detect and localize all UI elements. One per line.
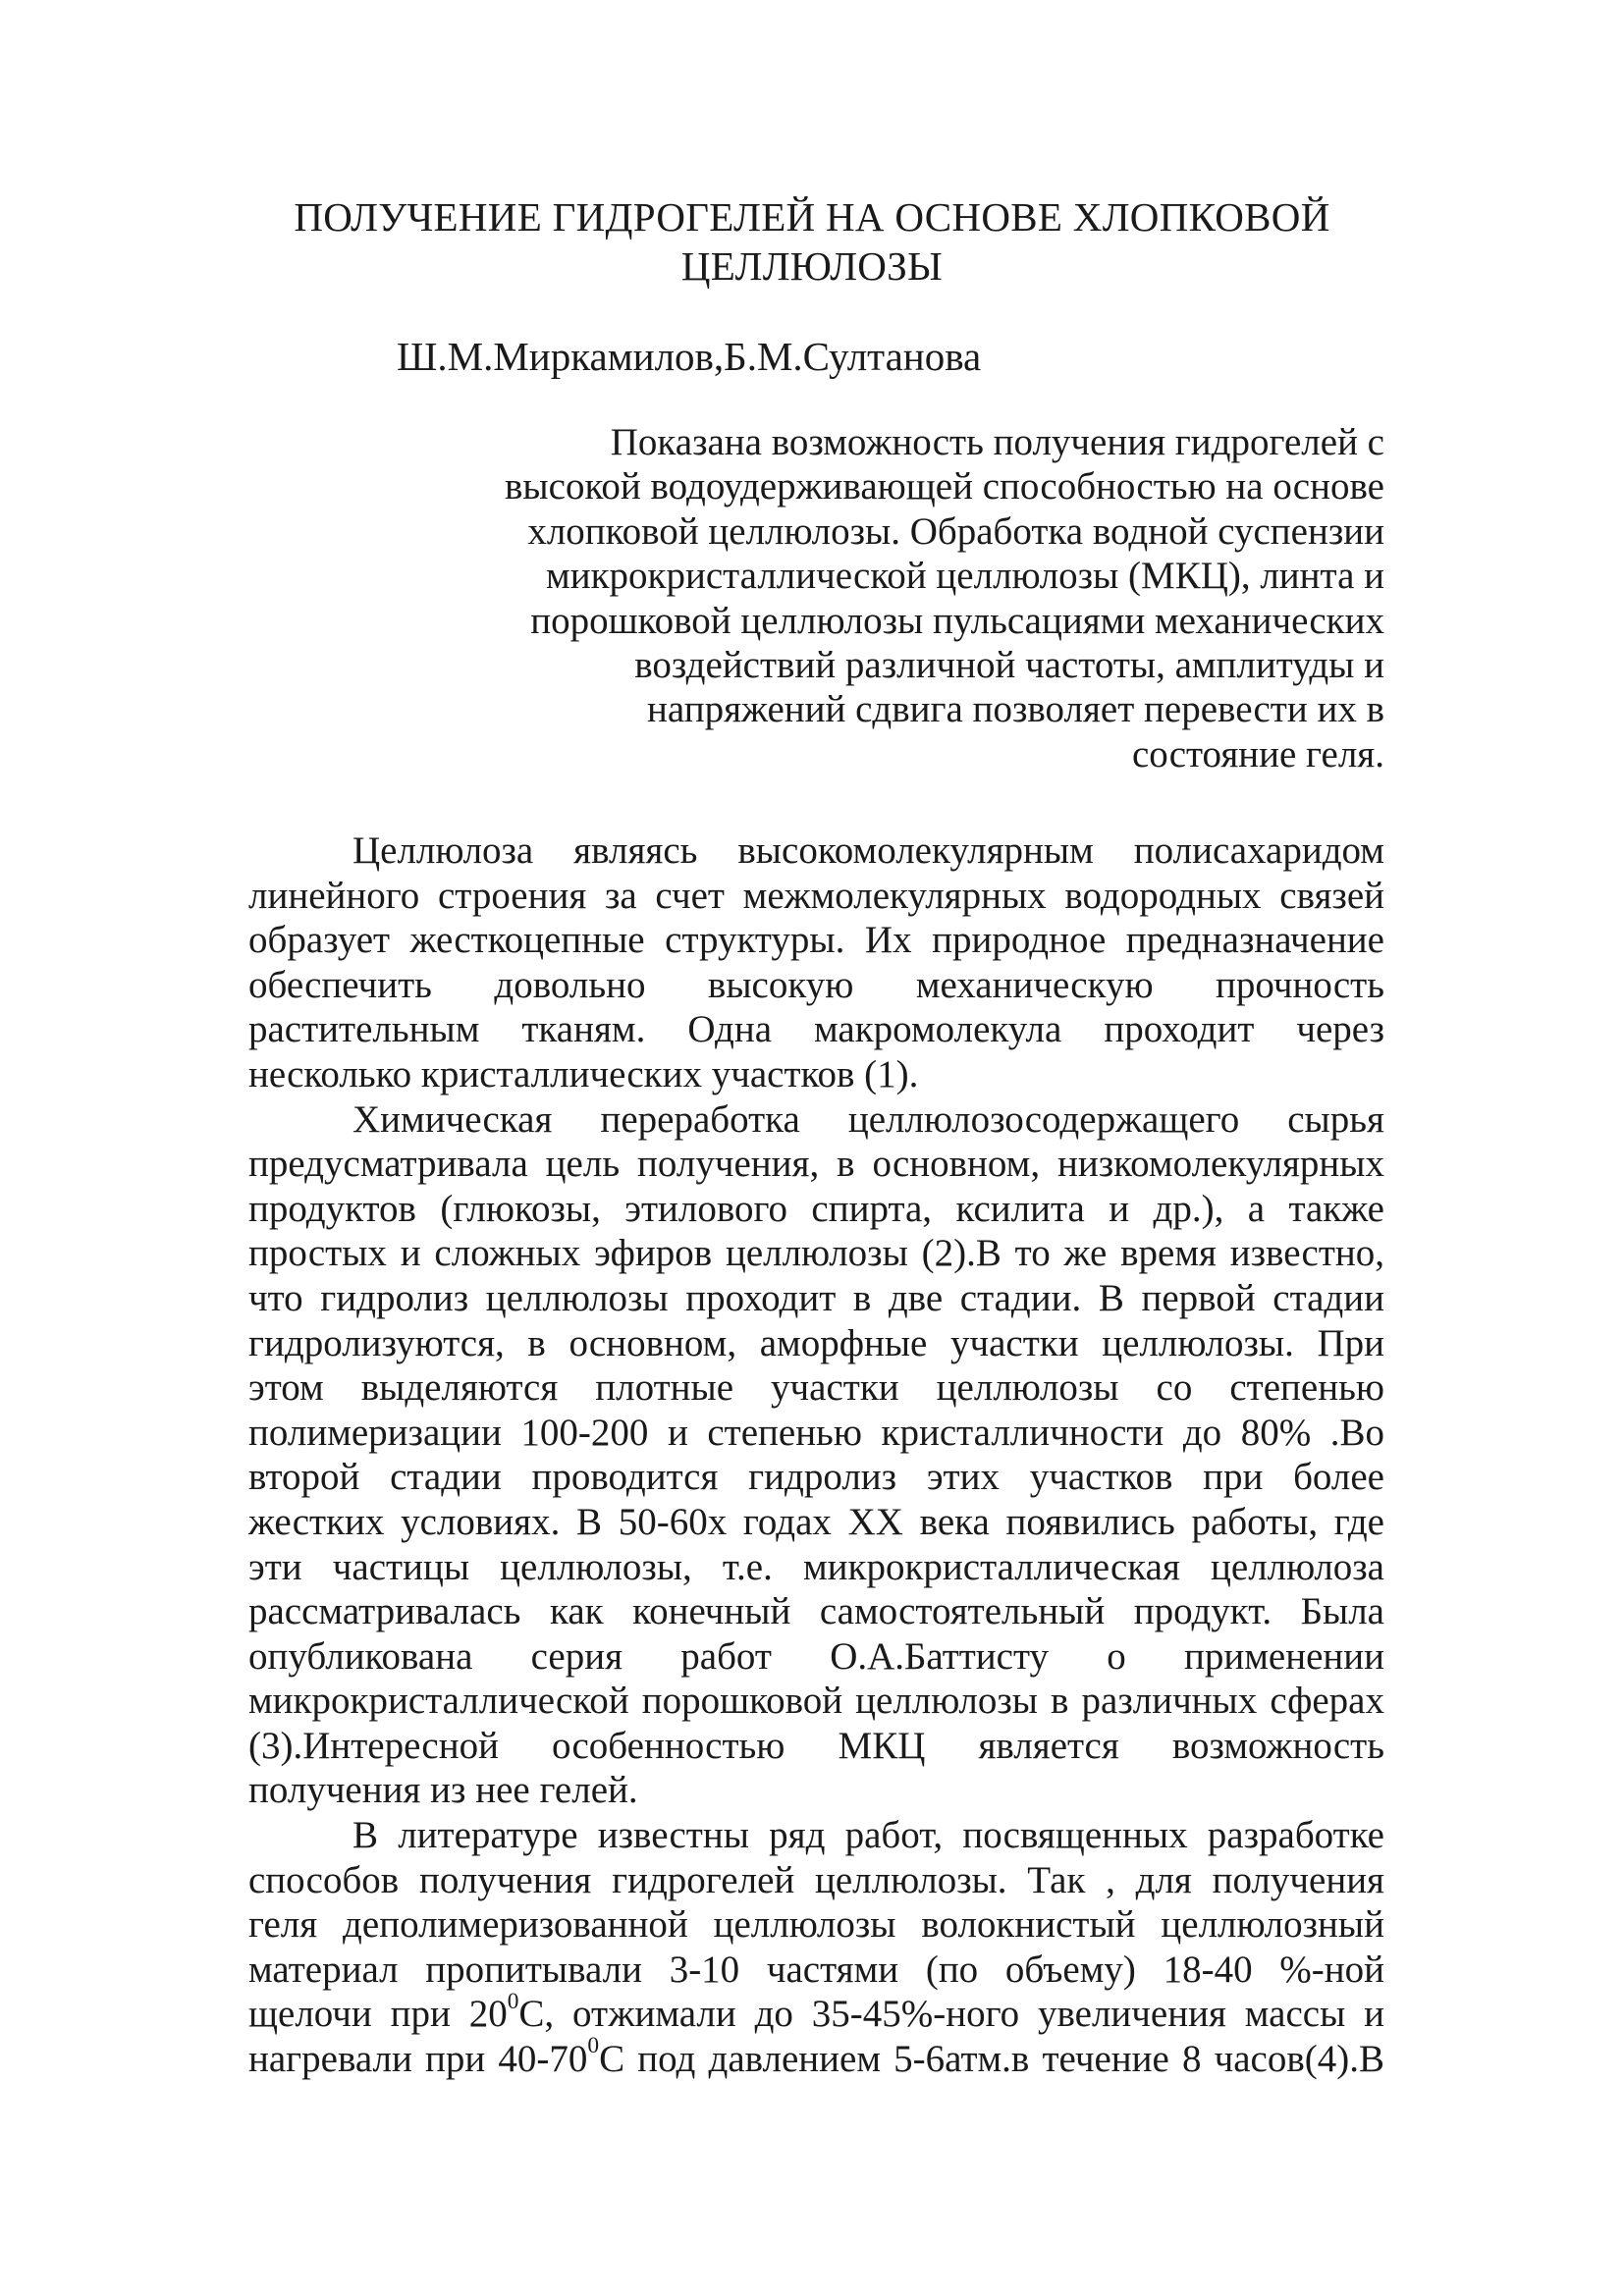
body-line: В литературе известны ряд работ, посвященных разработке [352, 1814, 1384, 1857]
body-line: получения из нее гелей. [248, 1769, 638, 1812]
body-line: (3).Интересной особенностью МКЦ является возможность [248, 1724, 1384, 1767]
abstract-line: напряжений сдвига позволяет перевести их в [647, 688, 1384, 731]
body-line [248, 1988, 1384, 2037]
abstract [471, 420, 1384, 776]
body-line: предусматривала цель получения, в основном, низкомолекулярных [248, 1143, 1384, 1186]
abstract-line: порошковой целлюлозы пульсациями механических [530, 599, 1384, 642]
paper-title [247, 192, 1377, 291]
superscript: 0 [507, 1988, 519, 2014]
body-line: рассматривалась как конечный самостоятельный продукт. Была [248, 1590, 1384, 1633]
body-text [248, 828, 1384, 2082]
body-line: Целлюлоза являясь высокомолекулярным полисахаридом [352, 829, 1384, 872]
body-line [248, 2033, 1384, 2082]
body-line: жестких условиях. В 50-60х годах XX века появились работы, где [248, 1500, 1384, 1543]
body-line: несколько кристаллических участков (1). [248, 1052, 919, 1095]
body-line: растительным тканям. Одна макромолекула проходит через [248, 1008, 1384, 1051]
body-line: полимеризации 100-200 и степенью кристалличности до 80% .Во [248, 1411, 1384, 1454]
abstract-line: высокой водоудерживающей способностью на основе [505, 465, 1384, 508]
paragraph-3 [248, 1813, 1384, 2082]
authors: Ш.М.Миркамилов,Б.М.Султанова [397, 334, 982, 379]
body-line: опубликована серия работ О.А.Баттисту о применении [248, 1634, 1384, 1678]
line-text: щелочи при 20 [248, 1993, 508, 2036]
body-line: второй стадии проводится гидролиз этих участков при более [248, 1456, 1384, 1499]
abstract-line: микрокристаллической целлюлозы (МКЦ), линта и [546, 555, 1384, 598]
body-line: Химическая переработка целлюлозосодержащего сырья [352, 1097, 1384, 1141]
superscript: 0 [587, 2033, 600, 2059]
line-text: С под давлением 5-6атм.в течение 8 часов(4).В [599, 2038, 1384, 2081]
line-text: С, отжимали до 35-45%-ного увеличения массы и [518, 1993, 1384, 2036]
body-line: гидролизуются, в основном, аморфные участки целлюлозы. При [248, 1321, 1384, 1364]
body-line: способов получения гидрогелей целлюлозы. Так , для получения [248, 1858, 1384, 1901]
paragraph-1 [248, 828, 1384, 1097]
body-line: образует жесткоцепные структуры. Их природное предназначение [248, 919, 1384, 962]
abstract-line: Показана возможность получения гидрогелей с [610, 421, 1384, 463]
body-line: линейного строения за счет межмолекулярных водородных связей [248, 874, 1384, 917]
body-line: микрокристаллической порошковой целлюлозы в различных сферах [248, 1680, 1384, 1723]
body-line: обеспечить довольно высокую механическую прочность [248, 963, 1384, 1006]
body-line: материал пропитывали 3-10 частями (по объему) 18-40 %-ной [248, 1948, 1384, 1991]
body-line: геля деполимеризованной целлюлозы волокнистый целлюлозный [248, 1903, 1384, 1947]
title-line-2: ЦЕЛЛЮЛОЗЫ [680, 243, 944, 289]
abstract-line: состояние геля. [1131, 732, 1384, 775]
abstract-line: хлопковой целлюлозы. Обработка водной суспензии [527, 509, 1384, 553]
line-text: нагревали при 40-70 [248, 2038, 588, 2081]
abstract-line: воздействий различной частоты, амплитуды и [634, 644, 1384, 687]
title-line-1: ПОЛУЧЕНИЕ ГИДРОГЕЛЕЙ НА ОСНОВЕ ХЛОПКОВОЙ [294, 194, 1330, 240]
body-line: что гидролиз целлюлозы проходит в две стадии. В первой стадии [248, 1276, 1384, 1319]
body-line: продуктов (глюкозы, этилового спирта, ксилита и др.), а также [248, 1187, 1384, 1230]
body-line: этом выделяются плотные участки целлюлозы со степенью [248, 1366, 1384, 1410]
body-line: простых и сложных эфиров целлюлозы (2).В то же время известно, [248, 1232, 1384, 1275]
paragraph-2 [248, 1097, 1384, 1814]
body-line: эти частицы целлюлозы, т.е. микрокристаллическая целлюлоза [248, 1545, 1384, 1588]
